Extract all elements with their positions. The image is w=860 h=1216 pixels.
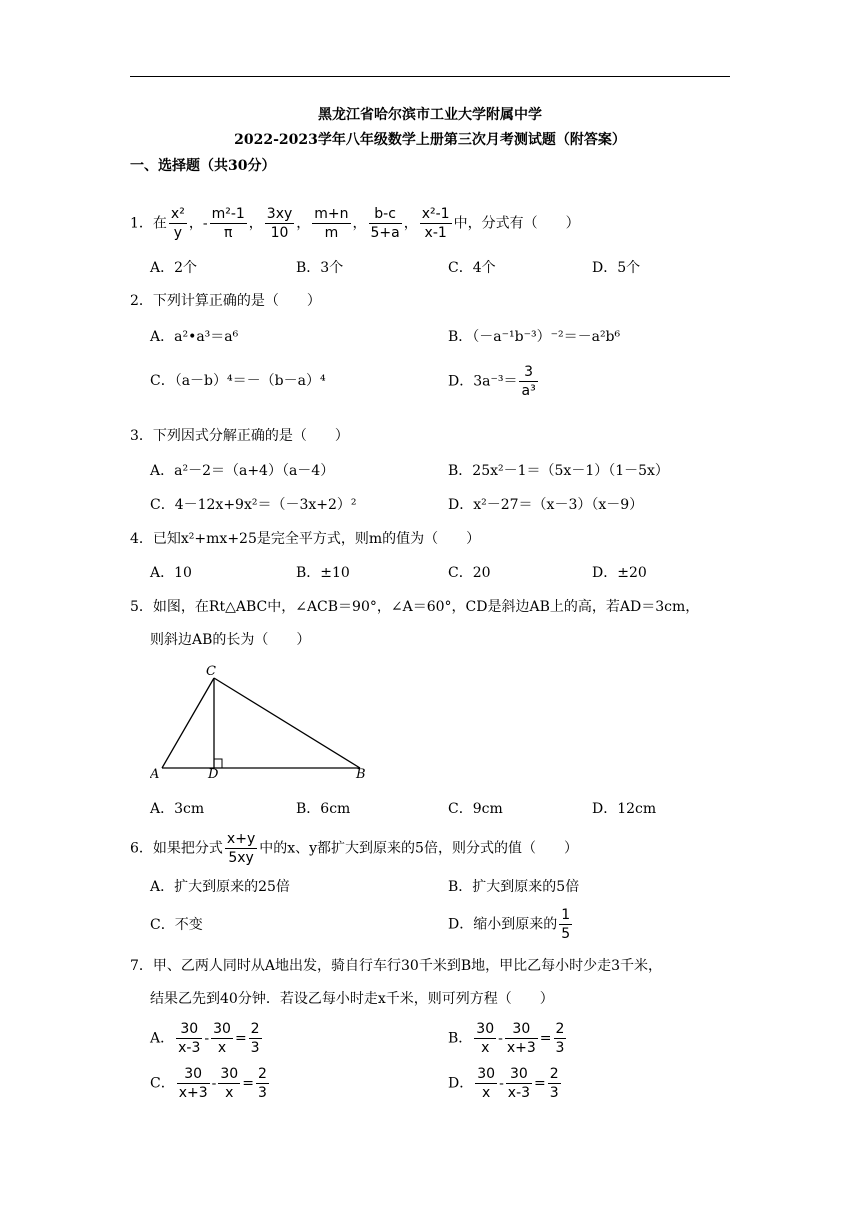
q1-fraction: $\frac{3xy}{10}$ [266, 206, 293, 241]
title-school: 黑龙江省哈尔滨市工业大学附属中学 [318, 107, 542, 123]
q1-fraction: $\frac{\text{x²}}{y}$ [170, 206, 185, 241]
q1-fraction: $\frac{b-c}{5+a}$ [370, 206, 400, 241]
q2-option-b[interactable]: B．（－a⁻¹b⁻³）⁻²＝－a²b⁶ [448, 329, 621, 345]
label-a: A [150, 767, 160, 782]
header-rule [130, 76, 730, 77]
q1-fraction: $\frac{m+n}{m}$ [314, 206, 349, 241]
q4-option-c[interactable]: C．20 [448, 565, 491, 581]
section-heading: 一、选择题（共30分） [130, 158, 276, 174]
q6-option-b[interactable]: B．扩大到原来的5倍 [448, 879, 580, 895]
q5-option-c[interactable]: C．9cm [448, 801, 503, 817]
q3-stem: 3．下列因式分解正确的是（ ） [130, 428, 349, 444]
q6-d-fraction: $\frac{1}{5}$ [561, 907, 571, 942]
q1-fraction: $\frac{\text{x²-1}}{x-1}$ [421, 206, 450, 241]
q7-line1: 7．甲、乙两人同时从A地出发，骑自行车行30千米到B地，甲比乙每小时少走3千米， [130, 958, 663, 974]
q1-option-a[interactable]: A．2个 [150, 260, 198, 276]
question-1: 1．在 $\frac{\text{x²}}{y}$ ，- $\frac{\text{m²-1}}{\pi}$ ， $\frac{3xy}{10}$ ， $\frac{m+n}{m}$ ， $\frac{b-c}{5+a}$ ， $\frac{\text{x²-1}}{x-1}$ 中，分式有（ ） [130, 206, 580, 241]
q2-stem: 2．下列计算正确的是（ ） [130, 293, 321, 309]
q4-stem: 4．已知x²+mx+25是完全平方式，则m的值为（ ） [130, 531, 481, 547]
q5-option-a[interactable]: A．3cm [150, 801, 205, 817]
q7-line2: 结果乙先到40分钟．若设乙每小时走x千米，则可列方程（ ） [150, 991, 554, 1007]
q2-d-fraction: $\frac{3}{\text{a³}}$ [521, 364, 536, 399]
q2-option-a[interactable]: A．a²•a³＝a⁶ [150, 329, 239, 345]
side-ac [162, 678, 214, 768]
q1-option-c[interactable]: C．4个 [448, 260, 496, 276]
q1-option-b[interactable]: B．3个 [296, 260, 344, 276]
question-6: 6．如果把分式 $\frac{x+y}{5xy}$ 中的x、y都扩大到原来的5倍，则分式的值（ ） [130, 831, 578, 866]
label-d: D [208, 767, 219, 782]
q6-option-c[interactable]: C．不变 [150, 917, 203, 933]
q1-tail: 中，分式有（ ） [453, 215, 580, 232]
q2-option-c[interactable]: C．（a－b）⁴＝－（b－a）⁴ [150, 373, 326, 389]
label-b: B [356, 767, 366, 782]
title-exam: 2022-2023学年八年级数学上册第三次月考测试题（附答案） [234, 132, 626, 148]
q5-line1: 5．如图，在Rt△ABC中，∠ACB＝90°，∠A＝60°，CD是斜边AB上的高，若AD＝3cm， [130, 599, 700, 615]
q1-fraction: $\frac{\text{m²-1}}{\pi}$ [211, 206, 245, 241]
q7-option-d[interactable]: D． $\frac{30}{x}$ - $\frac{30}{x-3}$ = $\frac{2}{3}$ [448, 1066, 559, 1101]
q3-option-b[interactable]: B．25x²－1＝（5x－1）（1－5x） [448, 463, 669, 479]
q5-option-b[interactable]: B．6cm [296, 801, 351, 817]
q5-line2: 则斜边AB的长为（ ） [150, 632, 311, 648]
label-c: C [206, 664, 216, 679]
q1-number: 1．在 [130, 215, 167, 232]
q3-option-c[interactable]: C．4－12x+9x²＝（－3x+2）² [150, 497, 357, 513]
q4-option-d[interactable]: D．±20 [592, 565, 647, 581]
q2-option-d[interactable]: D．3a⁻³＝ $\frac{3}{\text{a³}}$ [448, 364, 536, 399]
triangle-figure [150, 662, 380, 782]
side-bc [214, 678, 360, 768]
q3-option-d[interactable]: D．x²－27＝（x－3）（x－9） [448, 497, 644, 513]
q4-option-b[interactable]: B．±10 [296, 565, 350, 581]
q7-option-a[interactable]: A． $\frac{30}{x-3}$ - $\frac{30}{x}$ = $\frac{2}{3}$ [150, 1021, 260, 1056]
q5-option-d[interactable]: D．12cm [592, 801, 657, 817]
q7-option-c[interactable]: C． $\frac{30}{x+3}$ - $\frac{30}{x}$ = $\frac{2}{3}$ [150, 1066, 267, 1101]
q3-option-a[interactable]: A．a²－2＝（a+4）（a－4） [150, 463, 335, 479]
q7-option-b[interactable]: B． $\frac{30}{x}$ - $\frac{30}{x+3}$ = $\frac{2}{3}$ [448, 1021, 565, 1056]
q6-option-d[interactable]: D．缩小到原来的 $\frac{1}{5}$ [448, 907, 571, 942]
q6-option-a[interactable]: A．扩大到原来的25倍 [150, 879, 290, 895]
q6-fraction: $\frac{x+y}{5xy}$ [226, 831, 256, 866]
q4-option-a[interactable]: A．10 [150, 565, 192, 581]
q1-option-d[interactable]: D．5个 [592, 260, 641, 276]
